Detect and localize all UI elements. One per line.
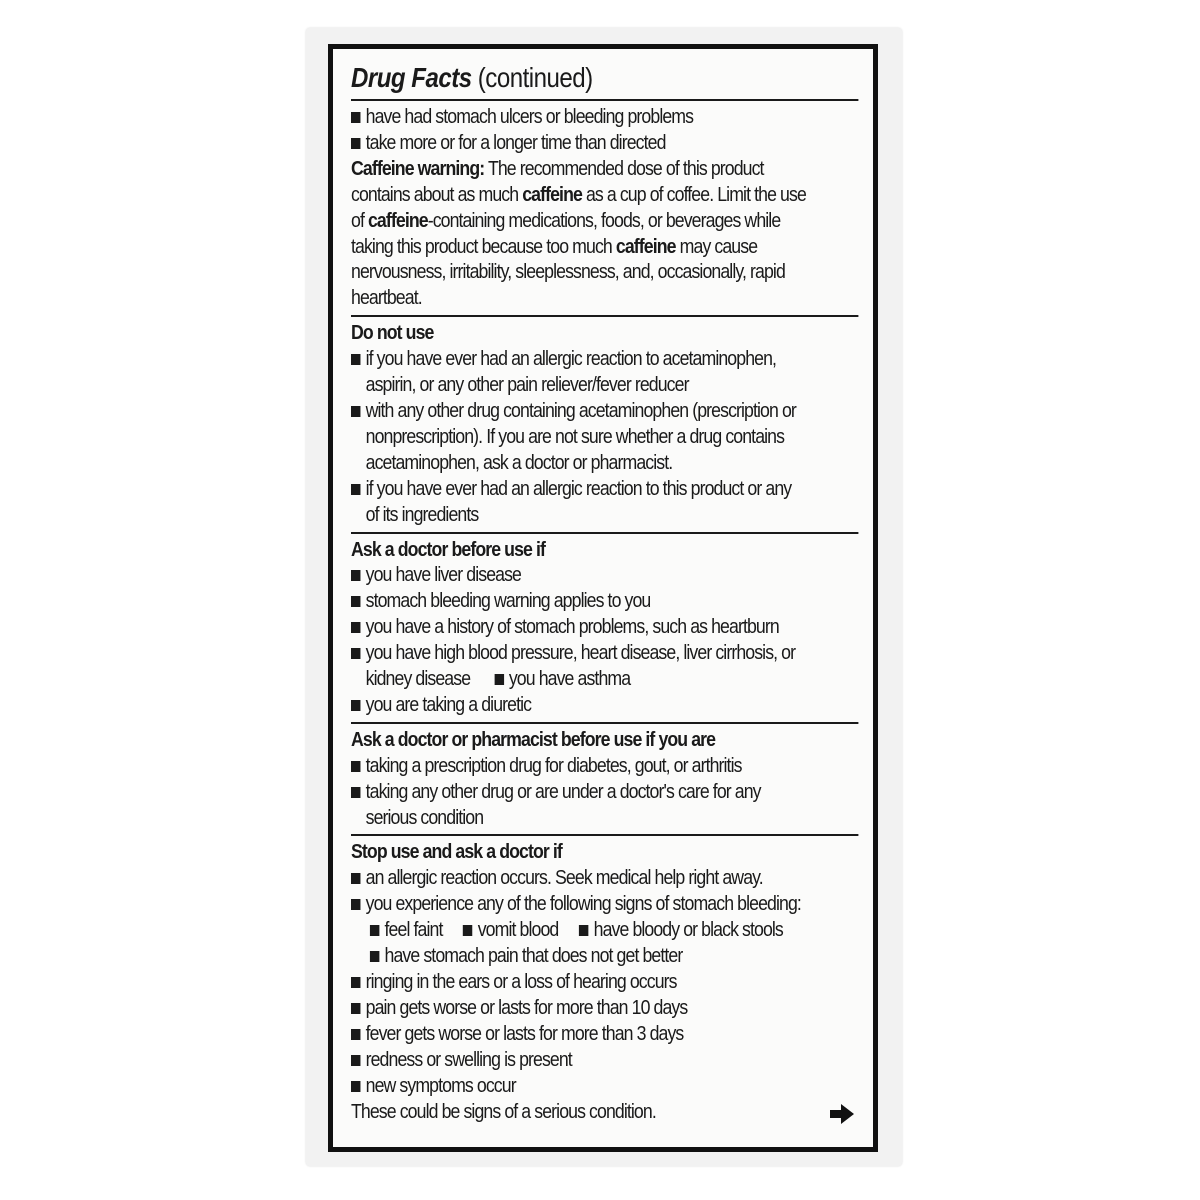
list-item-continued: kidney disease you have asthma (365, 667, 631, 691)
square-bullet-icon (351, 1081, 360, 1092)
title-bold: Drug Facts (351, 62, 472, 93)
list-item: have had stomach ulcers or bleeding problems (351, 104, 858, 130)
square-bullet-icon (351, 596, 360, 607)
list-item: if you have ever had an allergic reaction to this product or any (351, 476, 858, 502)
caffeine-line: heartbeat. (351, 286, 422, 310)
square-bullet-icon (351, 899, 360, 910)
list-item-continued: serious condition (365, 805, 484, 829)
square-bullet-icon (579, 925, 588, 936)
square-bullet-icon (351, 1003, 360, 1014)
drug-facts-title (351, 61, 858, 101)
list-item: you have liver disease (351, 562, 858, 588)
list-item: with any other drug containing acetaminophen (prescription or (351, 398, 858, 424)
caffeine-warning (351, 156, 858, 311)
square-bullet-icon (351, 570, 360, 581)
drug-facts-panel (328, 44, 878, 1152)
title-continued: (continued) (471, 62, 593, 93)
square-bullet-icon (351, 406, 360, 417)
list-item: take more or for a longer time than directed (351, 130, 858, 156)
warnings-section (351, 101, 858, 317)
section-heading: Stop use and ask a doctor if (351, 840, 562, 864)
caffeine-warning-label: Caffeine warning: (351, 156, 485, 180)
sub-list-item: feel faint vomit blood have bloody or black stools (351, 917, 858, 943)
caffeine-line: Caffeine warning: The recommended dose of this product (351, 156, 764, 180)
square-bullet-icon (370, 951, 379, 962)
section-heading: Ask a doctor or pharmacist before use if you are (351, 727, 716, 751)
list-item: taking a prescription drug for diabetes, gout, or arthritis (351, 753, 858, 779)
square-bullet-icon (351, 138, 360, 149)
list-item: stomach bleeding warning applies to you (351, 588, 858, 614)
list-item: redness or swelling is present (351, 1047, 858, 1073)
square-bullet-icon (351, 977, 360, 988)
square-bullet-icon (351, 1029, 360, 1040)
list-item-continued: acetaminophen, ask a doctor or pharmacist. (365, 450, 673, 474)
square-bullet-icon (494, 674, 503, 685)
square-bullet-icon (351, 700, 360, 711)
caffeine-line: taking this product because too much caffeine may cause (351, 234, 758, 258)
list-item-continued: nonprescription). If you are not sure whether a drug contains (365, 424, 785, 448)
list-item-continued: aspirin, or any other pain reliever/fever reducer (365, 373, 689, 397)
square-bullet-icon (351, 761, 360, 772)
list-item: you have high blood pressure, heart disease, liver cirrhosis, or (351, 640, 858, 666)
section-heading: Ask a doctor before use if (351, 537, 546, 561)
list-item: you are taking a diuretic (351, 692, 858, 718)
ask-doctor-section (351, 534, 858, 724)
arrow-right-icon (829, 1103, 855, 1125)
square-bullet-icon (351, 787, 360, 798)
section-heading: Do not use (351, 321, 434, 345)
caffeine-line: contains about as much caffeine as a cup of coffee. Limit the use (351, 182, 806, 206)
list-item: if you have ever had an allergic reaction to acetaminophen, (351, 346, 858, 372)
footer-note: These could be signs of a serious condition. (351, 1099, 656, 1123)
square-bullet-icon (351, 112, 360, 123)
caffeine-line: nervousness, irritability, sleeplessness, and, occasionally, rapid (351, 260, 785, 284)
square-bullet-icon (351, 1055, 360, 1066)
list-item: pain gets worse or lasts for more than 10 days (351, 995, 858, 1021)
square-bullet-icon (351, 484, 360, 495)
stop-use-section (351, 836, 858, 1128)
square-bullet-icon (351, 873, 360, 884)
list-item: you have a history of stomach problems, such as heartburn (351, 614, 858, 640)
square-bullet-icon (351, 622, 360, 633)
square-bullet-icon (351, 648, 360, 659)
drug-facts-content (351, 61, 858, 1128)
list-item-continued: of its ingredients (365, 502, 479, 526)
list-item: taking any other drug or are under a doctor's care for any (351, 779, 858, 805)
caffeine-line: of caffeine-containing medications, foods, or beverages while (351, 208, 781, 232)
list-item: an allergic reaction occurs. Seek medical help right away. (351, 865, 858, 891)
square-bullet-icon (351, 354, 360, 365)
list-item: you experience any of the following signs of stomach bleeding: (351, 891, 858, 917)
square-bullet-icon (370, 925, 379, 936)
ask-pharmacist-section (351, 724, 858, 837)
list-item: new symptoms occur (351, 1073, 858, 1099)
square-bullet-icon (463, 925, 472, 936)
list-item: fever gets worse or lasts for more than 3 days (351, 1021, 858, 1047)
do-not-use-section (351, 317, 858, 533)
sub-list-item: have stomach pain that does not get better (351, 943, 858, 969)
list-item: ringing in the ears or a loss of hearing occurs (351, 969, 858, 995)
